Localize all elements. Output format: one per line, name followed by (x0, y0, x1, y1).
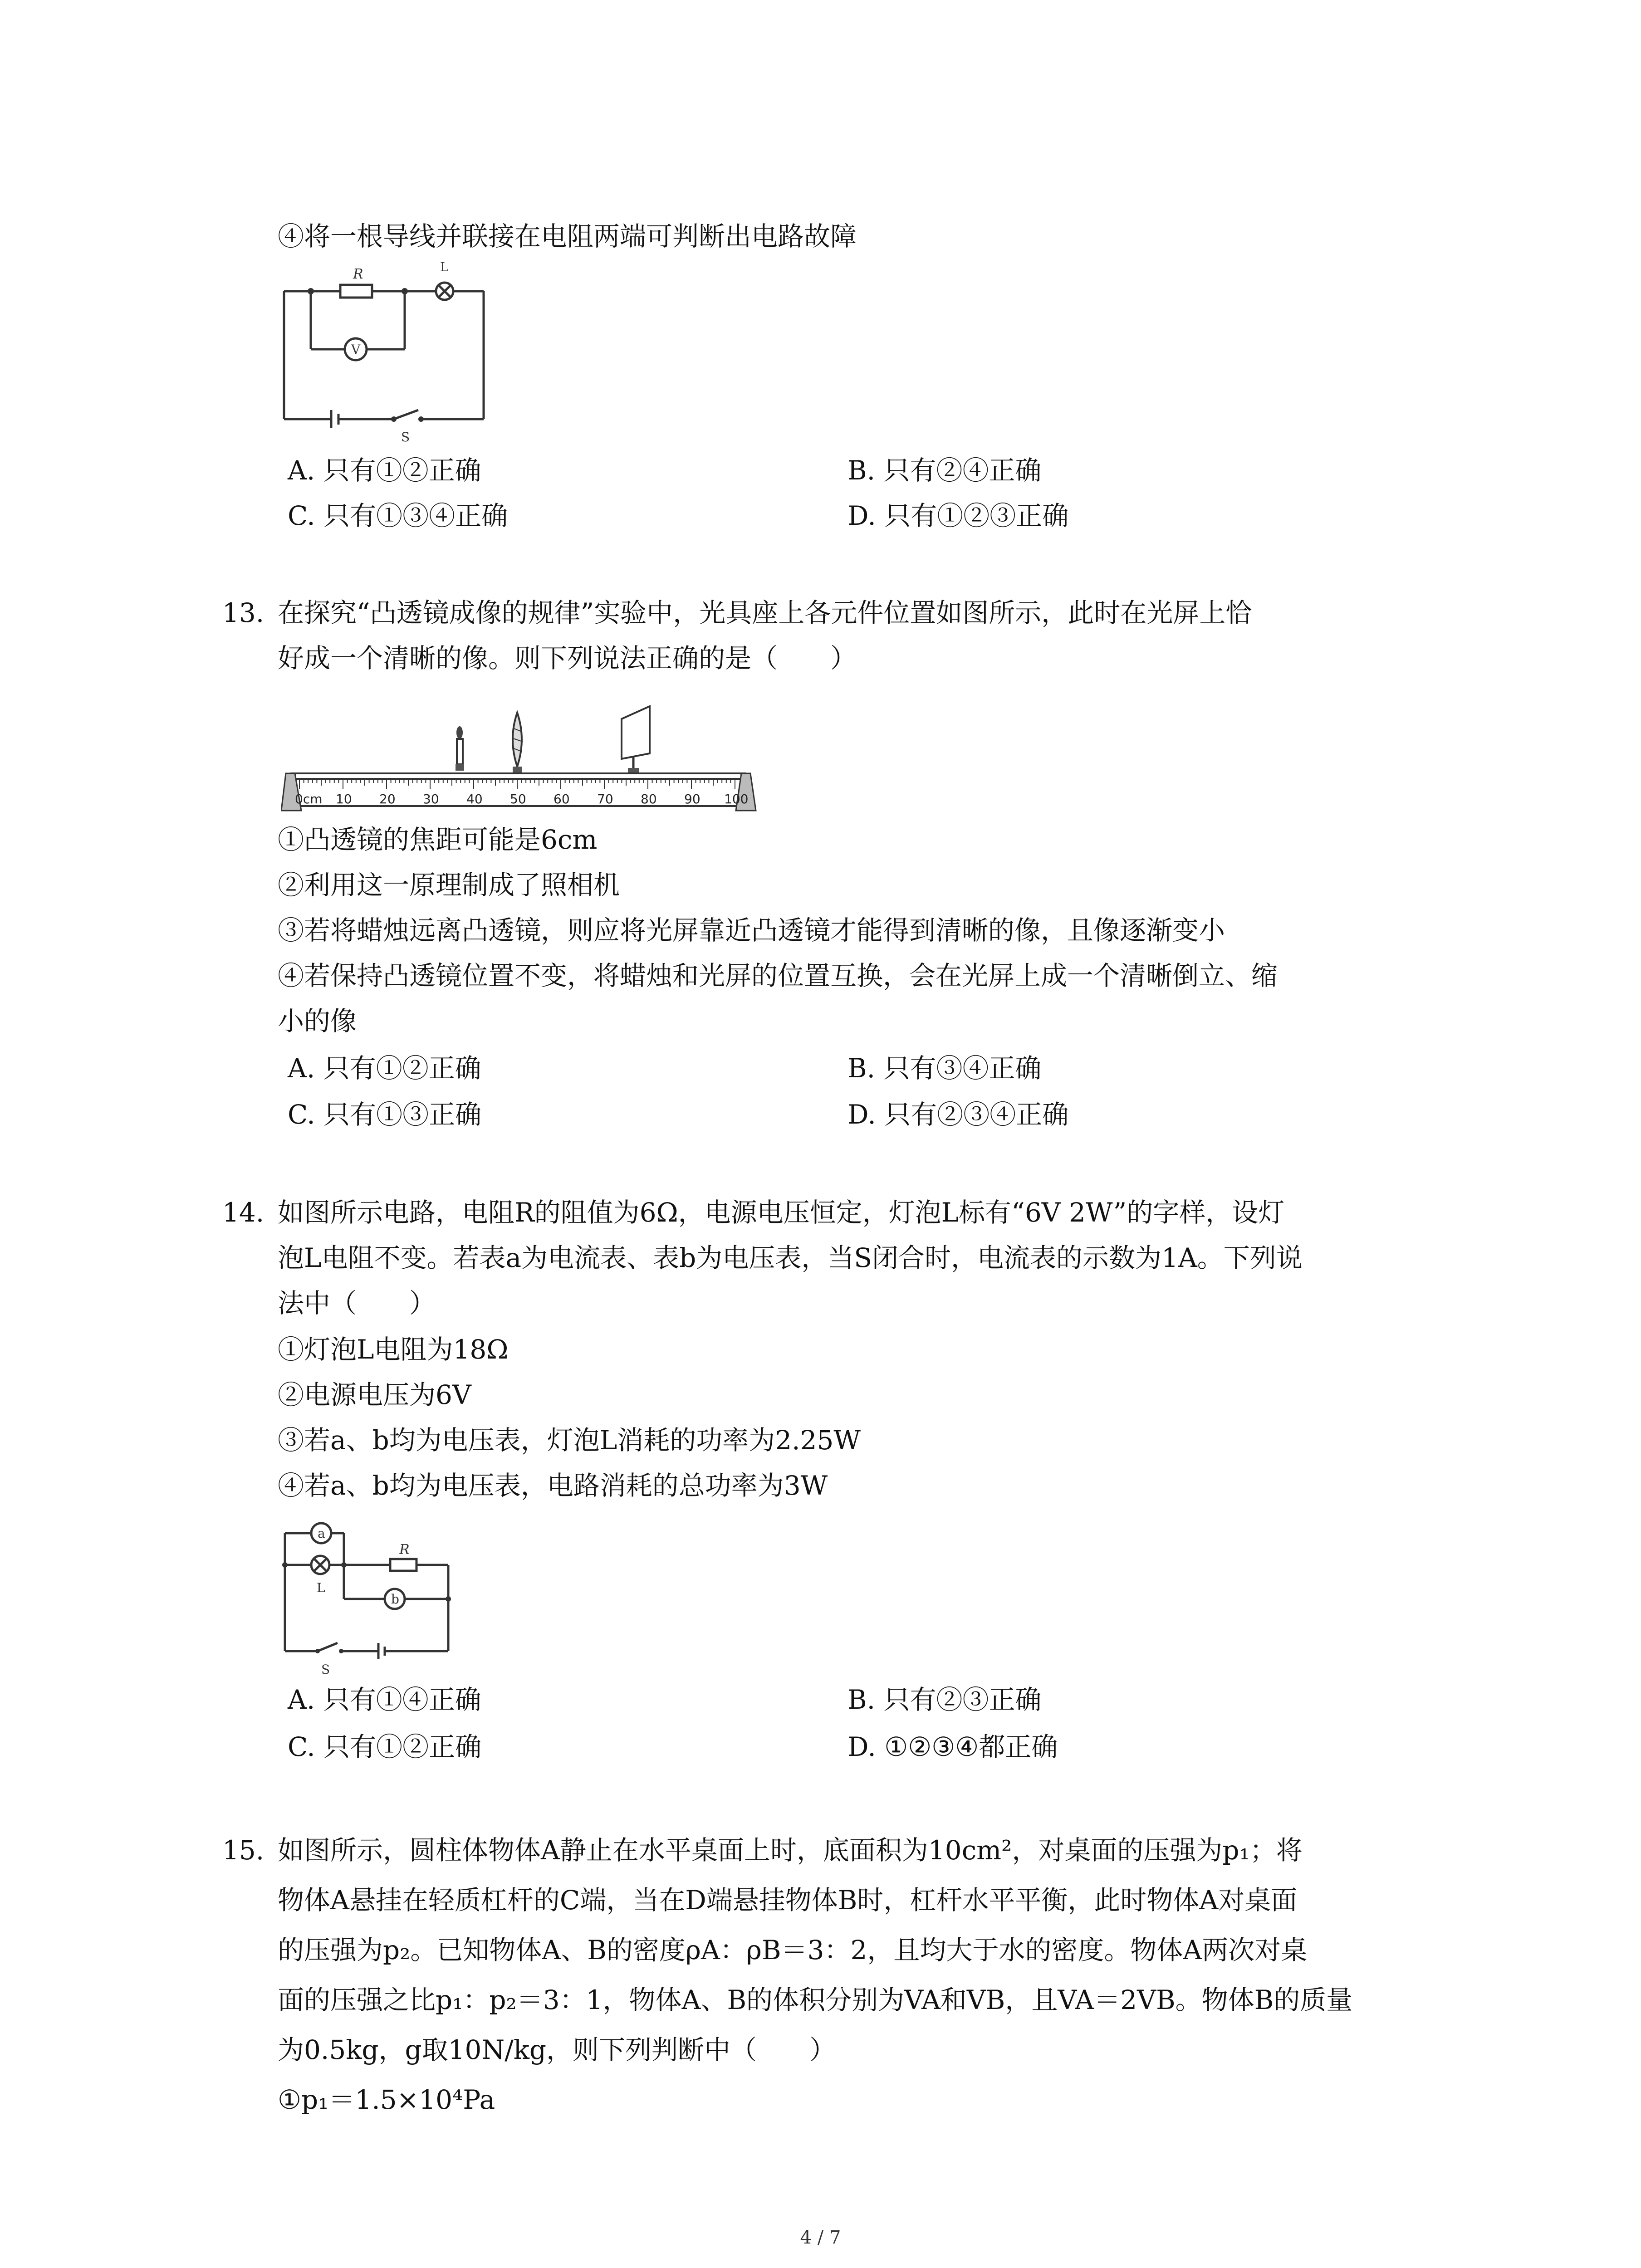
q13-statement-2: ②利用这一原理制成了照相机 (278, 870, 620, 900)
convex-lens-icon (512, 713, 523, 773)
q13-option-b[interactable]: B. 只有③④正确 (847, 1053, 1042, 1084)
q14-option-b[interactable]: B. 只有②③正确 (847, 1684, 1042, 1715)
q14-circuit-diagram (276, 1515, 462, 1678)
q14-number: 14. (222, 1197, 265, 1228)
q14-label-b: b (391, 1592, 399, 1607)
ruler-tick-label: 20 (379, 792, 396, 807)
q13-optical-bench-diagram (281, 696, 758, 814)
ruler-tick-label: 50 (510, 792, 526, 807)
q13-number: 13. (222, 597, 265, 628)
q14-statement-4: ④若a、b均为电压表，电路消耗的总功率为3W (278, 1470, 828, 1501)
q12-option-b[interactable]: B. 只有②④正确 (847, 455, 1042, 486)
light-screen-icon (622, 706, 650, 773)
ruler-tick-label: 70 (597, 792, 613, 807)
ruler-tick-label: 80 (641, 792, 657, 807)
q12-circuit-diagram (277, 262, 499, 444)
q15-question-line-1: 如图所示，圆柱体物体A静止在水平桌面上时，底面积为10cm²，对桌面的压强为p₁；将 (278, 1835, 1303, 1866)
q15-question-line-5: 为0.5kg，g取10N/kg，则下列判断中（ ） (278, 2034, 836, 2065)
q14-statement-2: ②电源电压为6V (278, 1379, 471, 1410)
q12-statement-4: ④将一根导线并联接在电阻两端可判断出电路故障 (278, 221, 857, 252)
q14-label-a: a (318, 1526, 325, 1541)
q14-option-c[interactable]: C. 只有①②正确 (288, 1731, 482, 1762)
q12-label-L: L (440, 262, 449, 274)
q15-question-line-4: 面的压强之比p₁：p₂＝3：1，物体A、B的体积分别为VA和VB，且VA＝2VB。物体B的质量 (278, 1984, 1353, 2015)
q15-statement-1: ①p₁＝1.5×10⁴Pa (278, 2084, 495, 2115)
q14-option-a[interactable]: A. 只有①④正确 (288, 1684, 481, 1715)
ruler-unit-label: 0cm (295, 792, 323, 807)
q13-statement-1: ①凸透镜的焦距可能是6cm (278, 824, 598, 855)
q14-statement-1: ①灯泡L电阻为18Ω (278, 1334, 509, 1365)
q13-statement-3: ③若将蜡烛远离凸透镜，则应将光屏靠近凸透镜才能得到清晰的像，且像逐渐变小 (278, 915, 1225, 946)
q12-label-S: S (401, 430, 410, 444)
q14-question-line-3: 法中（ ） (278, 1288, 436, 1319)
q12-option-d[interactable]: D. 只有①②③正确 (847, 500, 1069, 531)
q13-option-d[interactable]: D. 只有②③④正确 (847, 1099, 1069, 1130)
q14-label-S: S (321, 1662, 330, 1677)
q14-question-line-2: 泡L电阻不变。若表a为电流表、表b为电压表，当S闭合时，电流表的示数为1A。下列说 (278, 1242, 1303, 1273)
page-number: 4 / 7 (800, 2227, 841, 2248)
q14-option-d[interactable]: D. ①②③④都正确 (847, 1731, 1058, 1762)
q15-question-line-2: 物体A悬挂在轻质杠杆的C端，当在D端悬挂物体B时，杠杆水平平衡，此时物体A对桌面 (278, 1885, 1298, 1916)
q13-statement-4-line-2: 小的像 (278, 1006, 357, 1036)
q13-question-line-1: 在探究“凸透镜成像的规律”实验中，光具座上各元件位置如图所示，此时在光屏上恰 (278, 597, 1252, 628)
q14-statement-3: ③若a、b均为电压表，灯泡L消耗的功率为2.25W (278, 1425, 861, 1456)
q15-number: 15. (222, 1835, 265, 1866)
q13-option-a[interactable]: A. 只有①②正确 (288, 1053, 481, 1084)
q12-option-a[interactable]: A. 只有①②正确 (288, 455, 481, 486)
candle-icon (456, 726, 464, 771)
q12-label-V: V (351, 342, 361, 357)
ruler-tick-label: 60 (554, 792, 570, 807)
q14-label-R: R (399, 1542, 410, 1558)
q13-question-line-2: 好成一个清晰的像。则下列说法正确的是（ ） (278, 643, 857, 674)
q14-question-line-1: 如图所示电路，电阻R的阻值为6Ω，电源电压恒定，灯泡L标有“6V 2W”的字样，设灯 (278, 1197, 1285, 1228)
ruler-tick-label: 100 (724, 792, 749, 807)
q13-statement-4-line-1: ④若保持凸透镜位置不变，将蜡烛和光屏的位置互换，会在光屏上成一个清晰倒立、缩 (278, 960, 1278, 991)
ruler-tick-label: 10 (336, 792, 352, 807)
ruler-tick-label: 30 (423, 792, 439, 807)
q12-label-R: R (353, 266, 363, 282)
ruler-tick-label: 40 (466, 792, 483, 807)
q12-option-c[interactable]: C. 只有①③④正确 (288, 500, 508, 531)
q15-question-line-3: 的压强为p₂。已知物体A、B的密度ρA：ρB＝3：2，且均大于水的密度。物体A两次对桌 (278, 1935, 1308, 1965)
q13-option-c[interactable]: C. 只有①③正确 (288, 1099, 482, 1130)
ruler-tick-label: 90 (684, 792, 700, 807)
q14-label-L: L (317, 1580, 325, 1595)
